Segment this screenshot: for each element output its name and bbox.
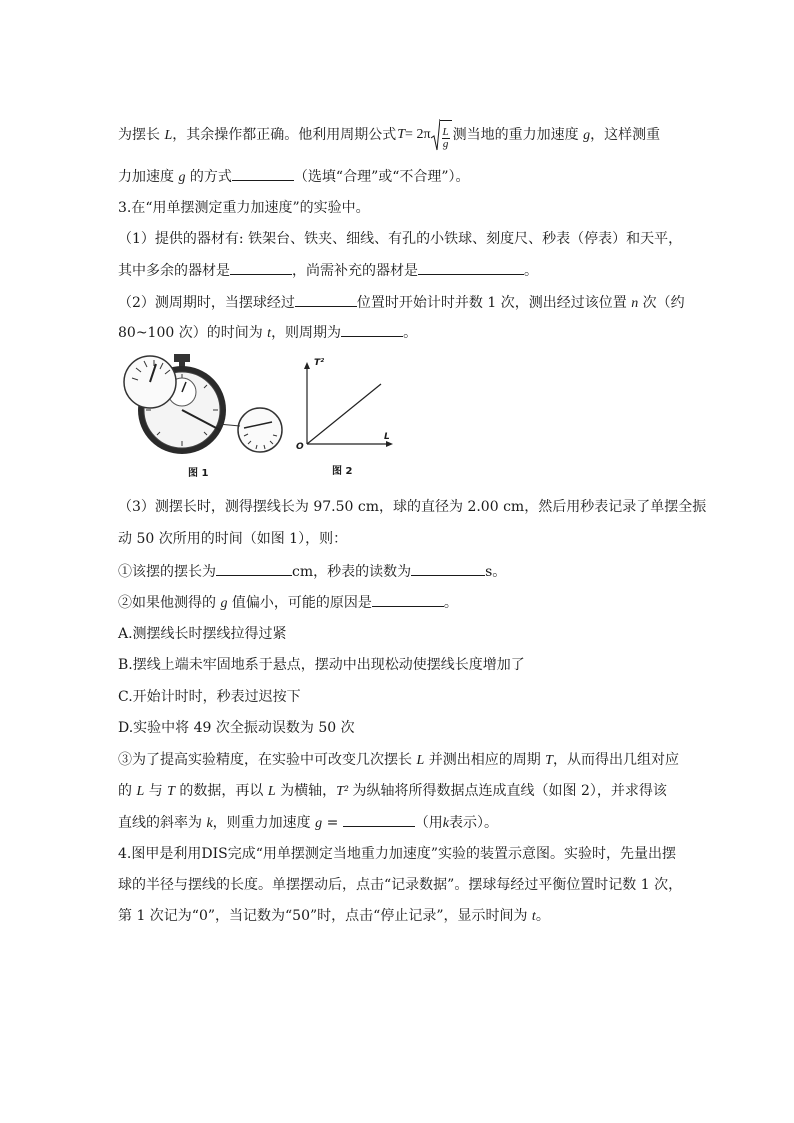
figure-2-origin: O	[296, 442, 304, 452]
text: ②如果他测得的	[118, 595, 221, 611]
text-line-16	[118, 875, 682, 895]
text: D.实验中将 49 次全振动误数为 50 次	[118, 720, 355, 736]
text: 3.在“用单摆测定重力加速度”的实验中。	[118, 200, 370, 216]
answer-blank[interactable]	[341, 322, 403, 337]
text: （1）提供的器材有: 铁架台、铁夹、细线、有孔的小铁球、刻度尺、秒表（停表）和天平，	[118, 231, 683, 247]
var-k: k	[206, 816, 213, 831]
text: 动 50 次所用的时间（如图 1），则：	[118, 531, 348, 547]
text: （3）测摆长时，测得摆线长为 97.50 cm，球的直径为 2.00 cm，然后用秒表记录了单摆全振	[118, 499, 707, 515]
text: cm，秒表的读数为	[292, 564, 412, 580]
text: C.开始计时时，秒表过迟按下	[118, 689, 301, 705]
figures-area	[122, 352, 412, 482]
text: 测当地的重力加速度	[452, 127, 584, 143]
sqrt	[431, 118, 452, 152]
option-d	[118, 718, 355, 738]
text: （选填“合理”或“不合理”）。	[293, 169, 470, 185]
text: 的数据，再以	[174, 783, 268, 799]
text: ，这样测重	[590, 127, 661, 143]
frac-num: L	[442, 126, 449, 138]
var-g: g	[315, 816, 323, 831]
radical-sign-icon	[431, 118, 440, 152]
answer-blank[interactable]	[411, 561, 485, 576]
var-T: T	[167, 784, 175, 799]
var-n: n	[631, 296, 639, 311]
figure-2-y-label: T²	[314, 358, 325, 368]
text-line-7	[118, 322, 417, 344]
text: 为摆长	[118, 127, 165, 143]
figure-1-caption: 图 1	[188, 468, 209, 479]
text: 位置时开始计时并数 1 次，测出经过该位置	[356, 295, 632, 311]
text-line-13	[118, 781, 667, 802]
text-line-6	[118, 292, 685, 314]
text: 的方式	[185, 169, 232, 185]
var-t: t	[531, 909, 536, 924]
figure-2-graph	[297, 360, 397, 460]
text: 力加速度	[118, 169, 179, 185]
text-line-5	[118, 260, 538, 281]
text: =	[322, 815, 343, 831]
frac-den: g	[442, 138, 449, 150]
text: （用	[414, 815, 443, 831]
text: ，则重力加速度	[212, 815, 316, 831]
text: A.测摆线长时摆线拉得过紧	[118, 626, 287, 642]
text: 表示）。	[448, 815, 498, 831]
text: （2）测周期时，当摆球经过	[118, 295, 295, 311]
text: 其中多余的器材是	[118, 263, 230, 279]
var-g: g	[583, 128, 591, 143]
text-line-9	[118, 529, 347, 549]
period-formula	[397, 118, 451, 152]
text-line-11	[118, 592, 458, 614]
var-t: t	[267, 326, 272, 341]
text-line-10	[118, 561, 506, 582]
option-a	[118, 624, 287, 644]
var-T-squared: T²	[336, 784, 349, 799]
text: ，从而得出几组对应	[552, 752, 679, 768]
text: ，其余操作都正确。他利用周期公式	[172, 127, 397, 143]
text: s。	[485, 564, 507, 580]
text: 为横轴，	[275, 783, 337, 799]
answer-blank[interactable]	[343, 812, 415, 827]
var-L: L	[136, 784, 145, 799]
var-L: L	[267, 784, 276, 799]
var-T: T	[397, 127, 406, 142]
answer-blank[interactable]	[372, 592, 444, 607]
figure-2-caption: 图 2	[332, 466, 353, 477]
text: 并测出相应的周期	[424, 752, 546, 768]
var-L: L	[164, 128, 173, 143]
option-b	[118, 655, 525, 675]
text-line-14	[118, 812, 498, 834]
var-g: g	[220, 596, 228, 611]
text: 第 1 次记为“0”，当记数为“50”时，点击“停止记录”，显示时间为	[118, 908, 532, 924]
text: B.摆线上端未牢固地系于悬点，摆动中出现松动使摆线长度增加了	[118, 657, 525, 673]
text: 。	[524, 263, 538, 279]
text: 次（约	[638, 295, 685, 311]
text: 。	[535, 908, 550, 924]
var-k: k	[442, 816, 449, 831]
text: 球的半径与摆线的长度。单摆摆动后，点击“记录数据”。摆球每经过平衡位置时记数 1 次，	[118, 877, 683, 893]
text: 的	[118, 783, 137, 799]
text-line-17	[118, 906, 550, 927]
answer-blank[interactable]	[295, 292, 357, 307]
text-line-15	[118, 844, 676, 864]
text-line-1	[118, 118, 660, 152]
text: 值偏小，可能的原因是	[227, 595, 372, 611]
answer-blank[interactable]	[232, 166, 294, 181]
text: ③为了提高实验精度，在实验中可改变几次摆长	[118, 752, 417, 768]
var-L: L	[416, 753, 425, 768]
answer-blank[interactable]	[418, 260, 524, 275]
text-line-12	[118, 750, 679, 771]
text: 与	[144, 783, 168, 799]
option-c	[118, 687, 301, 707]
answer-blank[interactable]	[216, 561, 292, 576]
formula-eq: = 2π	[405, 127, 431, 142]
text: ，尚需补充的器材是	[292, 263, 418, 279]
var-g: g	[178, 170, 186, 185]
text-line-8	[118, 497, 706, 517]
text: 直线的斜率为	[118, 815, 207, 831]
text-line-4	[118, 229, 682, 249]
text: 4.图甲是利用DIS完成“用单摆测定当地重力加速度”实验的装置示意图。实验时，先量出摆	[118, 846, 677, 862]
var-T: T	[545, 753, 553, 768]
text: 。	[403, 325, 418, 341]
figure-2-x-label: L	[384, 432, 390, 442]
text: 。	[443, 595, 458, 611]
text: ，则周期为	[271, 325, 342, 341]
text: ①该摆的摆长为	[118, 564, 216, 580]
text-line-2	[118, 166, 470, 188]
text-line-3	[118, 198, 370, 218]
text: 80~100 次）的时间为	[118, 325, 268, 341]
answer-blank[interactable]	[230, 260, 292, 275]
text: 为纵轴将所得数据点连成直线（如图 2），并求得该	[348, 783, 667, 799]
